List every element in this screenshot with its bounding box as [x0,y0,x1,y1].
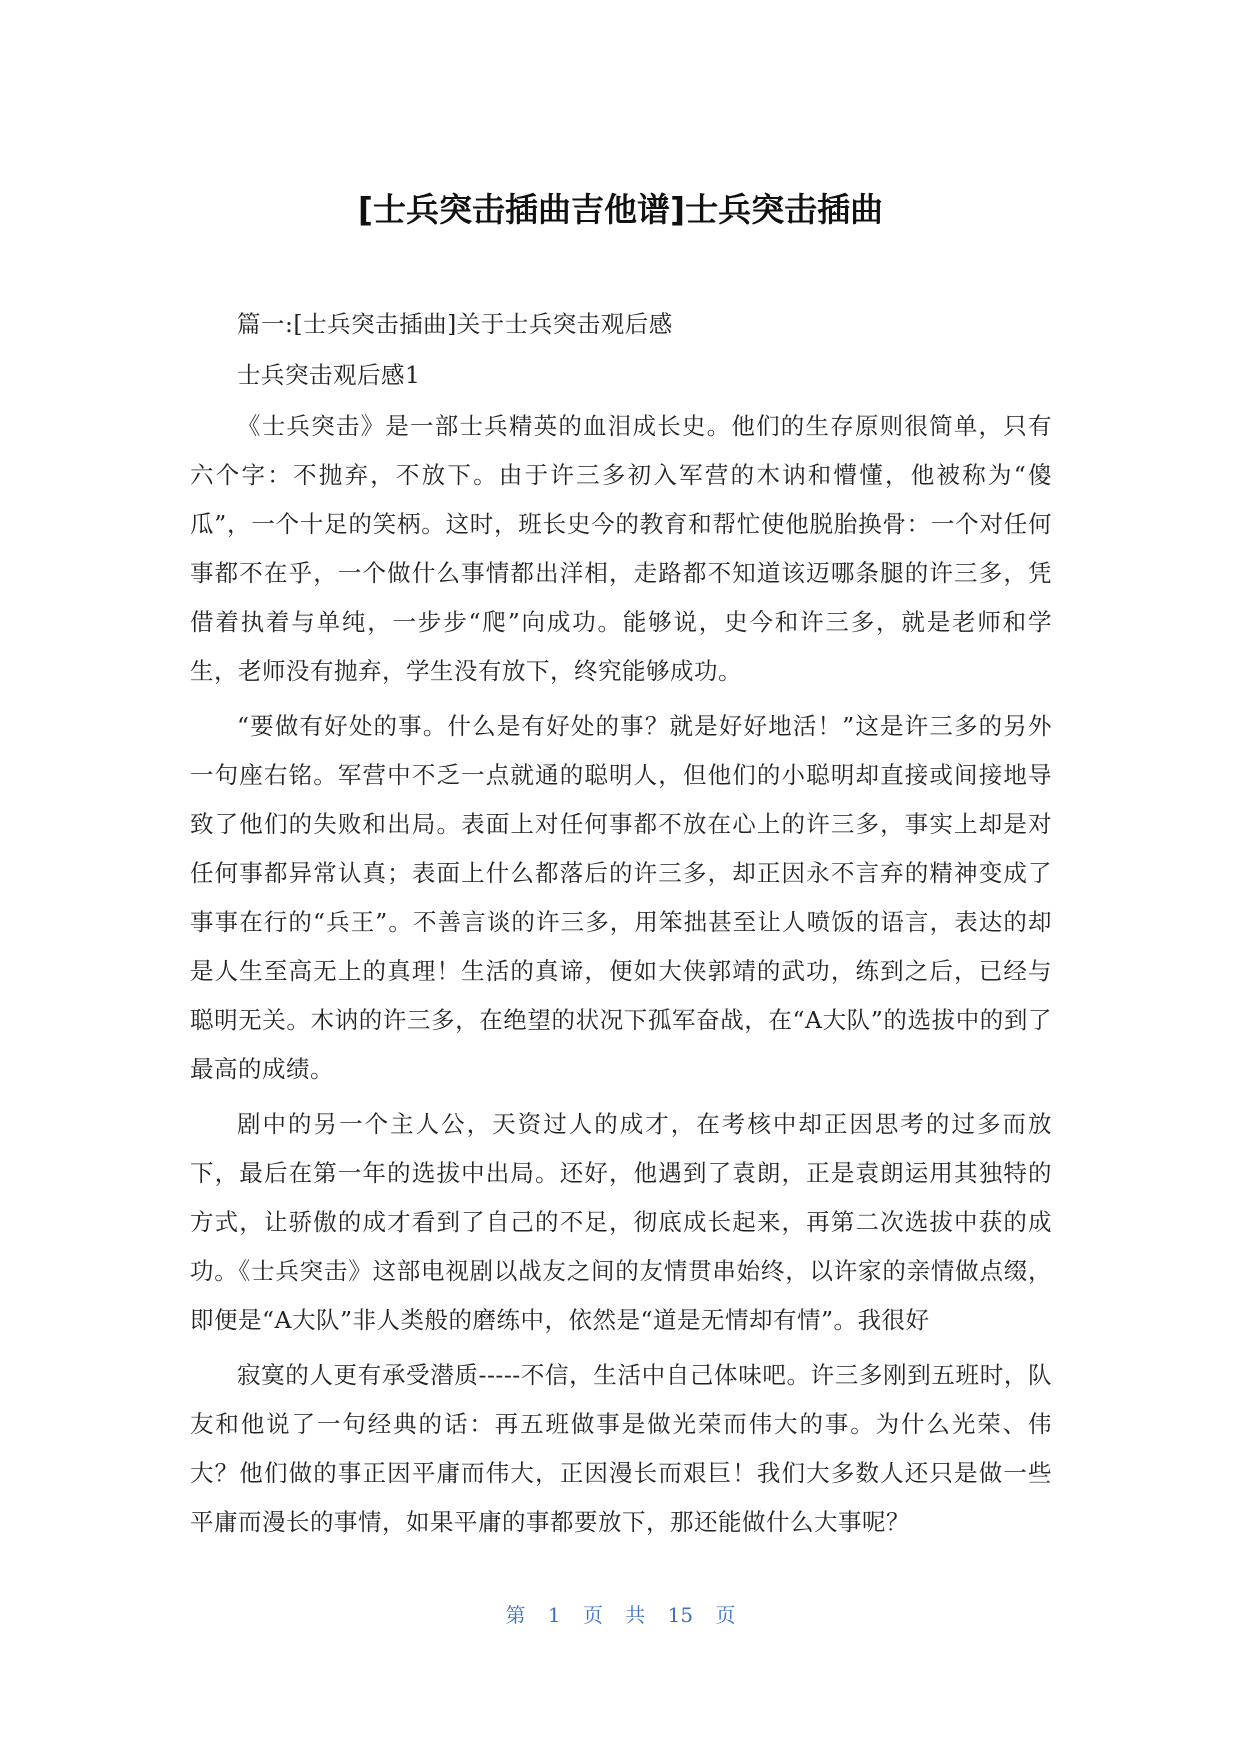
paragraph-1: 《士兵突击》是一部士兵精英的血泪成长史。他们的生存原则很简单，只有六个字：不抛弃，不放下。由于许三多初入军营的木讷和懵懂，他被称为“傻瓜”，一个十足的笑柄。这时，班长史今的教育和帮忙使他脱胎换骨：一个对任何事都不在乎，一个做什么事情都出洋相，走路都不知道该迈哪条腿的许三多，凭借着执着与单纯，一步步“爬”向成功。能够说，史今和许三多，就是老师和学生，老师没有抛弃，学生没有放下，终究能够成功。 [190,412,1052,685]
document-title: [士兵突击插曲吉他谱]士兵突击插曲 [357,190,884,229]
page-footer: 第 1 页 共 15 页 [505,1603,736,1627]
document-body [190,300,1052,1553]
paragraph-2: “要做有好处的事。什么是有好处的事？就是好好地活！”这是许三多的另外一句座右铭。军营中不乏一点就通的聪明人，但他们的小聪明却直接或间接地导致了他们的失败和出局。表面上对任何事都不放在心上的许三多，事实上却是对任何事都异常认真；表面上什么都落后的许三多，却正因永不言弃的精神变成了事事在行的“兵王”。不善言谈的许三多，用笨拙甚至让人喷饭的语言，表达的却是人生至高无上的真理！生活的真谛，便如大侠郭靖的武功，练到之后，已经与聪明无关。木讷的许三多，在绝望的状况下孤军奋战，在“A大队”的选拔中的到了最高的成绩。 [190,712,1052,1083]
subsection-heading: 士兵突击观后感1 [237,361,421,389]
section-heading: 篇一:[士兵突击插曲]关于士兵突击观后感 [237,310,673,338]
paragraph-3: 剧中的另一个主人公，天资过人的成才，在考核中却正因思考的过多而放下，最后在第一年的选拔中出局。还好，他遇到了袁朗，正是袁朗运用其独特的方式，让骄傲的成才看到了自己的不足，彻底成长起来，再第二次选拔中获的成功。《士兵突击》这部电视剧以战友之间的友情贯串始终，以许家的亲情做点缀，即便是“A大队”非人类般的磨练中，依然是“道是无情却有情”。我很好 [190,1110,1052,1334]
paragraph-4: 寂寞的人更有承受潜质-----不信，生活中自己体味吧。许三多刚到五班时，队友和他说了一句经典的话：再五班做事是做光荣而伟大的事。为什么光荣、伟大？他们做的事正因平庸而伟大，正因漫长而艰巨！我们大多数人还只是做一些平庸而漫长的事情，如果平庸的事都要放下，那还能做什么大事呢？ [190,1361,1052,1536]
